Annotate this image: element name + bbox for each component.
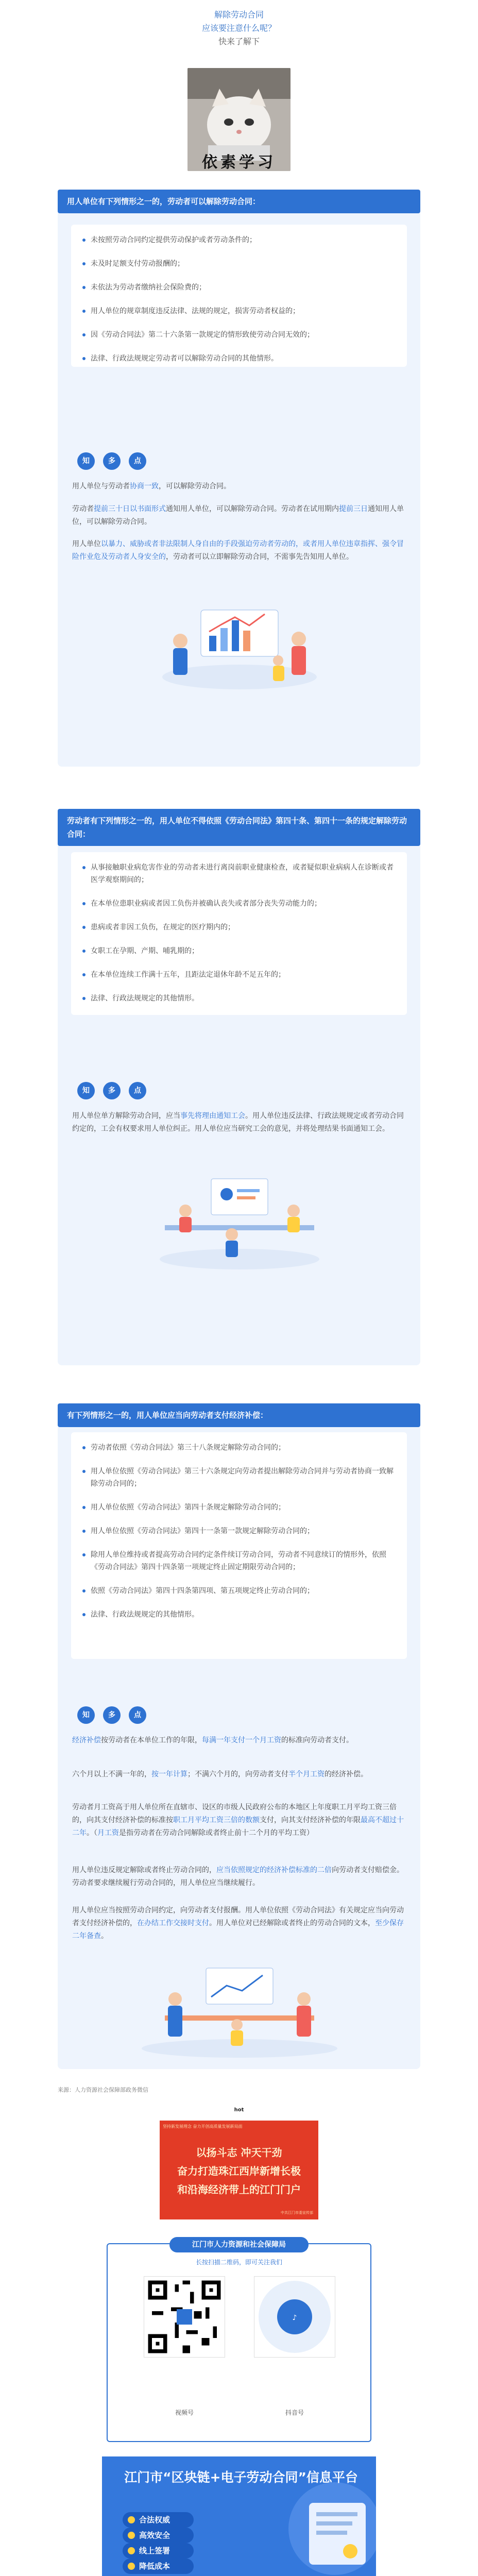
- qr-subtitle: 长按扫描二维码，即可关注我们: [195, 2259, 282, 2266]
- banner-tag: 坚持新发展理念 奋力开创高质量发展新局面: [163, 2124, 243, 2129]
- office-illustration-1: [155, 600, 325, 692]
- section-1-header: 用人单位有下列情形之一的，劳动者可以解除劳动合同：: [58, 190, 420, 213]
- hot-label: hot: [234, 2107, 244, 2113]
- intro: [0, 8, 478, 48]
- list-item: 从事接触职业病危害作业的劳动者未进行离岗前职业健康检查，或者疑似职业病病人在诊断或者医学观察期间的；: [82, 861, 396, 886]
- section-2-list: [71, 852, 407, 1015]
- section-3-paragraph-5: 用人单位应当按照劳动合同约定，向劳动者支付报酬。用人单位依照《劳动合同法》有关规定应当向劳动者支付经济补偿的，在办结工作交接时支付。用人单位对已经解除或者终止的劳动合同的文本，至少保存二年备查。: [72, 1906, 404, 1940]
- section-1-paragraph-1: 用人单位与劳动者协商一致，可以解除劳动合同。: [72, 482, 231, 490]
- list-item: 在本单位连续工作满十五年，且距法定退休年龄不足五年的；: [82, 969, 396, 981]
- source-note: 来源：人力资源社会保障部政务微信: [58, 2087, 148, 2093]
- tip-bubble: 知: [77, 452, 95, 470]
- office-illustration-2: [155, 1168, 325, 1272]
- intro-line-1: 解除劳动合同: [214, 10, 264, 20]
- qr-header: 江门市人力资源和社会保障局: [169, 2237, 309, 2252]
- section-3-paragraph-3: 劳动者月工资高于用人单位所在直辖市、设区的市级人民政府公布的本地区上年度职工月平均工资三倍的，向其支付经济补偿的标准按职工月平均工资三倍的数额支付，向其支付经济补偿的年限最高不超过十二年。（月工资是指劳动者在劳动合同解除或者终止前十二个月的平均工资）: [72, 1803, 404, 1837]
- tip-bubble: 多: [103, 1706, 121, 1724]
- list-item: 用人单位依照《劳动合同法》第三十六条规定向劳动者提出解除劳动合同并与劳动者协商一致解除劳动合同的；: [82, 1465, 396, 1490]
- list-item: 未及时足额支付劳动报酬的；: [82, 258, 396, 270]
- list-item: 法律、行政法规规定的其他情形。: [82, 992, 396, 1005]
- list-item: 依照《劳动合同法》第四十四条第四项、第五项规定终止劳动合同的；: [82, 1585, 396, 1597]
- list-item: 患病或者非因工负伤，在规定的医疗期内的；: [82, 921, 396, 934]
- list-item: 女职工在孕期、产期、哺乳期的；: [82, 945, 396, 957]
- section-3-header: 有下列情形之一的，用人单位应当向劳动者支付经济补偿：: [58, 1403, 420, 1427]
- tip-bubble: 点: [129, 1706, 146, 1724]
- list-item: 法律、行政法规规定劳动者可以解除劳动合同的其他情形。: [82, 352, 396, 365]
- section-2-header: 劳动者有下列情形之一的，用人单位不得依照《劳动合同法》第四十条、第四十一条的规定解除劳动合同：: [58, 809, 420, 846]
- banner-foot: 中共江门市委宣传部: [281, 2211, 313, 2215]
- cat-caption: 依素学习: [202, 154, 276, 172]
- section-3-paragraph-2: 六个月以上不满一年的，按一年计算；不满六个月的，向劳动者支付半个月工资的经济补偿。: [72, 1770, 368, 1778]
- qr-follow-box: [107, 2243, 371, 2442]
- tip-bubbles: [77, 452, 160, 471]
- svg-text:♪: ♪: [292, 2314, 297, 2322]
- section-3-paragraph-1: 经济补偿按劳动者在本单位工作的年限，每满一年支付一个月工资的标准向劳动者支付。: [72, 1736, 353, 1744]
- section-1-list: [71, 225, 407, 367]
- propaganda-banner: [160, 2121, 318, 2219]
- list-item: 用人单位依照《劳动合同法》第四十条规定解除劳动合同的；: [82, 1501, 396, 1514]
- section-3-list: [71, 1432, 407, 1659]
- platform-feature: 降低成本: [123, 2558, 194, 2574]
- list-item: 法律、行政法规规定的其他情形。: [82, 1608, 396, 1621]
- platform-feature: 高效安全: [123, 2528, 194, 2543]
- section-2-paragraph-1: 用人单位单方解除劳动合同，应当事先将理由通知工会。用人单位违反法律、行政法规规定或者劳动合同约定的，工会有权要求用人单位纠正。用人单位应当研究工会的意见，并将处理结果书面通知工会。: [72, 1112, 404, 1133]
- platform-banner[interactable]: [102, 2456, 376, 2576]
- list-item: 未依法为劳动者缴纳社会保险费的；: [82, 281, 396, 294]
- section-1-paragraph-3: 用人单位以暴力、威胁或者非法限制人身自由的手段强迫劳动者劳动的，或者用人单位违章指挥、强令冒险作业危及劳动者人身安全的，劳动者可以立即解除劳动合同，不需事先告知用人单位。: [72, 540, 404, 561]
- tip-bubbles: [77, 1082, 160, 1100]
- section-3-paragraph-4: 用人单位违反规定解除或者终止劳动合同的，应当依照规定的经济补偿标准的二倍向劳动者支付赔偿金。劳动者要求继续履行劳动合同的，用人单位应当继续履行。: [72, 1866, 404, 1887]
- list-item: 用人单位依照《劳动合同法》第四十一条第一款规定解除劳动合同的；: [82, 1525, 396, 1537]
- video-account-qr[interactable]: [144, 2276, 225, 2358]
- list-item: 未按照劳动合同约定提供劳动保护或者劳动条件的；: [82, 234, 396, 246]
- tip-bubble: 知: [77, 1082, 95, 1099]
- banner-line-2: 奋力打造珠江西岸新增长极: [177, 2165, 301, 2177]
- banner-line-3: 和沿海经济带上的江门门户: [177, 2183, 301, 2196]
- list-item: 劳动者依照《劳动合同法》第三十八条规定解除劳动合同的；: [82, 1442, 396, 1454]
- tip-bubble: 多: [103, 452, 121, 470]
- section-1-paragraph-2: 劳动者提前三十日以书面形式通知用人单位，可以解除劳动合同。劳动者在试用期内提前三日通知用人单位，可以解除劳动合同。: [72, 505, 404, 526]
- list-item: 在本单位患职业病或者因工负伤并被确认丧失或者部分丧失劳动能力的；: [82, 897, 396, 910]
- intro-line-3: 快来了解下: [218, 37, 260, 46]
- platform-feature: 合法权威: [123, 2512, 194, 2528]
- qr-label-douyin: 抖音号: [285, 2409, 304, 2416]
- platform-title: 江门市“区块链+电子劳动合同”信息平台: [124, 2470, 358, 2485]
- tip-bubble: 知: [77, 1706, 95, 1724]
- banner-line-1: 以扬斗志 冲天干劲: [196, 2146, 282, 2159]
- tip-bubble: 点: [129, 452, 146, 470]
- list-item: 用人单位的规章制度违反法律、法规的规定，损害劳动者权益的；: [82, 305, 396, 317]
- qr-label-video: 视频号: [175, 2409, 194, 2416]
- douyin-qr[interactable]: [254, 2276, 335, 2358]
- list-item: 除用人单位维持或者提高劳动合同约定条件续订劳动合同，劳动者不同意续订的情形外，依照《劳动合同法》第四十四条第一项规定终止固定期限劳动合同的；: [82, 1549, 396, 1573]
- tip-bubbles: [77, 1706, 160, 1725]
- intro-line-2: 应该要注意什么呢？: [201, 23, 276, 33]
- tip-bubble: 多: [103, 1082, 121, 1099]
- list-item: 因《劳动合同法》第二十六条第一款规定的情形致使劳动合同无效的；: [82, 329, 396, 341]
- office-illustration-3: [134, 1958, 345, 2059]
- platform-feature: 线上签署: [123, 2543, 194, 2558]
- tip-bubble: 点: [129, 1082, 146, 1099]
